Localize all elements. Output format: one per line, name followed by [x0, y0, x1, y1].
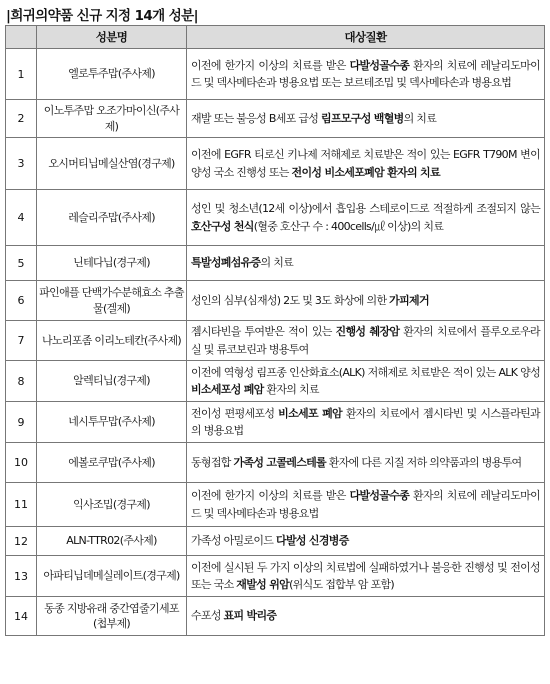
ingredient-name: 나노리포좀 이리노테칸(주사제)	[37, 321, 187, 361]
row-number: 1	[6, 49, 37, 100]
target-disease	[187, 138, 545, 190]
header-no	[6, 26, 37, 49]
ingredient-name: 파인애플 단백가수분해효소 추출물(겔제)	[37, 281, 187, 321]
ingredient-name: 네시투무맙(주사제)	[37, 402, 187, 443]
disease-name-highlight: 가족성 고콜레스테롤	[233, 455, 326, 469]
ingredient-name: 동종 지방유래 중간엽줄기세포(첩부제)	[37, 597, 187, 636]
row-number: 6	[6, 281, 37, 321]
disease-name-highlight: 비소세포 폐암	[278, 406, 342, 420]
description-text: 이전에 EGFR 티로신 키나제 저해제로 치료받은 적이 있는 EGFR T790M 변이 양성 국소 진행성 또는	[191, 148, 540, 179]
description-text: 의 치료	[260, 256, 294, 270]
table-row	[6, 246, 545, 281]
disease-name-highlight: 재발성 위암	[236, 578, 290, 591]
description-text: 성인의 심부(심재성) 2도 및 3도 화상에 의한	[191, 293, 390, 307]
table-row	[6, 49, 545, 100]
table-row	[6, 361, 545, 402]
description-text: 성인 및 청소년(12세 이상)에서 흡입용 스테로이드로 적절하게 조절되지 않는	[191, 202, 540, 216]
disease-name-highlight: 다발성골수종	[349, 58, 410, 72]
ingredient-name: 알렉티닙(경구제)	[37, 361, 187, 402]
description-text: 환자의 치료에서 젬시타빈 및 시스플라틴과의 병용요법	[191, 406, 540, 437]
target-disease	[187, 190, 545, 246]
table-row	[6, 138, 545, 190]
row-number: 8	[6, 361, 37, 402]
table-row	[6, 190, 545, 246]
table-row	[6, 483, 545, 527]
ingredient-name: ALN-TTR02(주사제)	[37, 527, 187, 556]
target-disease	[187, 443, 545, 483]
ingredient-name: 에볼로쿠맙(주사제)	[37, 443, 187, 483]
description-text: 환자에 다른 지질 저하 의약품과의 병용투여	[325, 455, 522, 469]
disease-name-highlight: 진행성 췌장암	[335, 325, 400, 339]
row-number: 4	[6, 190, 37, 246]
description-text: 이전에 역형성 림프종 인산화효소(ALK) 저해제로 치료받은 적이 있는 ALK 양성	[191, 365, 540, 379]
row-number: 13	[6, 556, 37, 597]
disease-name-highlight: 특발성폐섬유증	[191, 256, 261, 270]
target-disease	[187, 100, 545, 138]
description-text: 수포성	[191, 609, 224, 623]
row-number: 3	[6, 138, 37, 190]
row-number: 2	[6, 100, 37, 138]
header-target-disease: 대상질환	[187, 26, 545, 49]
table-row	[6, 100, 545, 138]
header-ingredient: 성분명	[37, 26, 187, 49]
row-number: 9	[6, 402, 37, 443]
disease-name-highlight: 가피제거	[389, 293, 429, 307]
target-disease	[187, 402, 545, 443]
target-disease	[187, 281, 545, 321]
description-text: (위식도 접합부 암 포함)	[289, 578, 394, 591]
row-number: 14	[6, 597, 37, 636]
description-text: 전이성 편평세포성	[191, 406, 279, 420]
page-title: |희귀의약품 신규 지정 14개 성분|	[6, 8, 198, 24]
target-disease	[187, 361, 545, 402]
description-text: 환자의 치료	[263, 383, 319, 396]
table-row	[6, 402, 545, 443]
target-disease	[187, 321, 545, 361]
disease-name-highlight: 다발성골수종	[349, 489, 410, 503]
disease-name-highlight: 다발성 신경병증	[276, 534, 349, 548]
description-text: 가족성 아밀로이드	[191, 534, 277, 548]
description-text: (혈중 호산구 수 : 400cells/㎕ 이상)의 치료	[253, 219, 444, 233]
ingredient-name: 레슬리주맙(주사제)	[37, 190, 187, 246]
table-row	[6, 443, 545, 483]
description-text: 의 치료	[403, 111, 437, 125]
description-text: 이전에 실시된 두 가지 이상의 치료법에 실패하였거나 불응한 진행성 및 전이성 또는 국소	[191, 560, 540, 591]
target-disease	[187, 556, 545, 597]
description-text: 재발 또는 불응성 B세포 급성	[191, 111, 322, 125]
ingredient-name: 익사조밉(경구제)	[37, 483, 187, 527]
ingredient-name: 아파티닙데메실레이트(경구제)	[37, 556, 187, 597]
table-row	[6, 281, 545, 321]
target-disease	[187, 49, 545, 100]
row-number: 10	[6, 443, 37, 483]
disease-name-highlight: 림프모구성 백혈병	[321, 111, 404, 125]
ingredient-name: 닌테다닙(경구제)	[37, 246, 187, 281]
row-number: 7	[6, 321, 37, 361]
table-row	[6, 556, 545, 597]
description-text: 환자의 치료에서 플루오로우라실 및 류코보린과 병용투여	[191, 325, 540, 356]
disease-name-highlight: 호산구성 천식	[191, 219, 254, 233]
disease-name-highlight: 표피 박리증	[223, 609, 277, 623]
ingredient-name: 오시머티닙메실산염(경구제)	[37, 138, 187, 190]
row-number: 5	[6, 246, 37, 281]
target-disease	[187, 246, 545, 281]
row-number: 12	[6, 527, 37, 556]
table-row	[6, 597, 545, 636]
description-text: 환자의 치료에 레날리도마이드 및 덱사메타손과 병용요법	[191, 489, 540, 520]
disease-name-highlight: 비소세포성 폐암	[191, 383, 264, 396]
table-row	[6, 321, 545, 361]
description-text: 이전에 한가지 이상의 치료를 받은	[191, 489, 350, 503]
description-text: 이전에 한가지 이상의 치료를 받은	[191, 58, 350, 72]
disease-name-highlight: 전이성 비소세포폐암 환자의 치료	[291, 165, 440, 179]
description-text: 젬시타빈을 투여받은 적이 있는	[191, 325, 336, 339]
table-header-row	[6, 26, 545, 49]
target-disease	[187, 527, 545, 556]
description-text: 동형접합	[191, 455, 234, 469]
orphan-drug-table	[5, 25, 545, 636]
target-disease	[187, 483, 545, 527]
description-text: 환자의 치료에 레날리도마이드 및 덱사메타손과 병용요법 또는 보르테조밉 및 덱사메타손과 병용요법	[191, 58, 540, 89]
table-row	[6, 527, 545, 556]
target-disease	[187, 597, 545, 636]
row-number: 11	[6, 483, 37, 527]
ingredient-name: 이노투주맙 오조가마이신(주사제)	[37, 100, 187, 138]
ingredient-name: 엘로투주맙(주사제)	[37, 49, 187, 100]
